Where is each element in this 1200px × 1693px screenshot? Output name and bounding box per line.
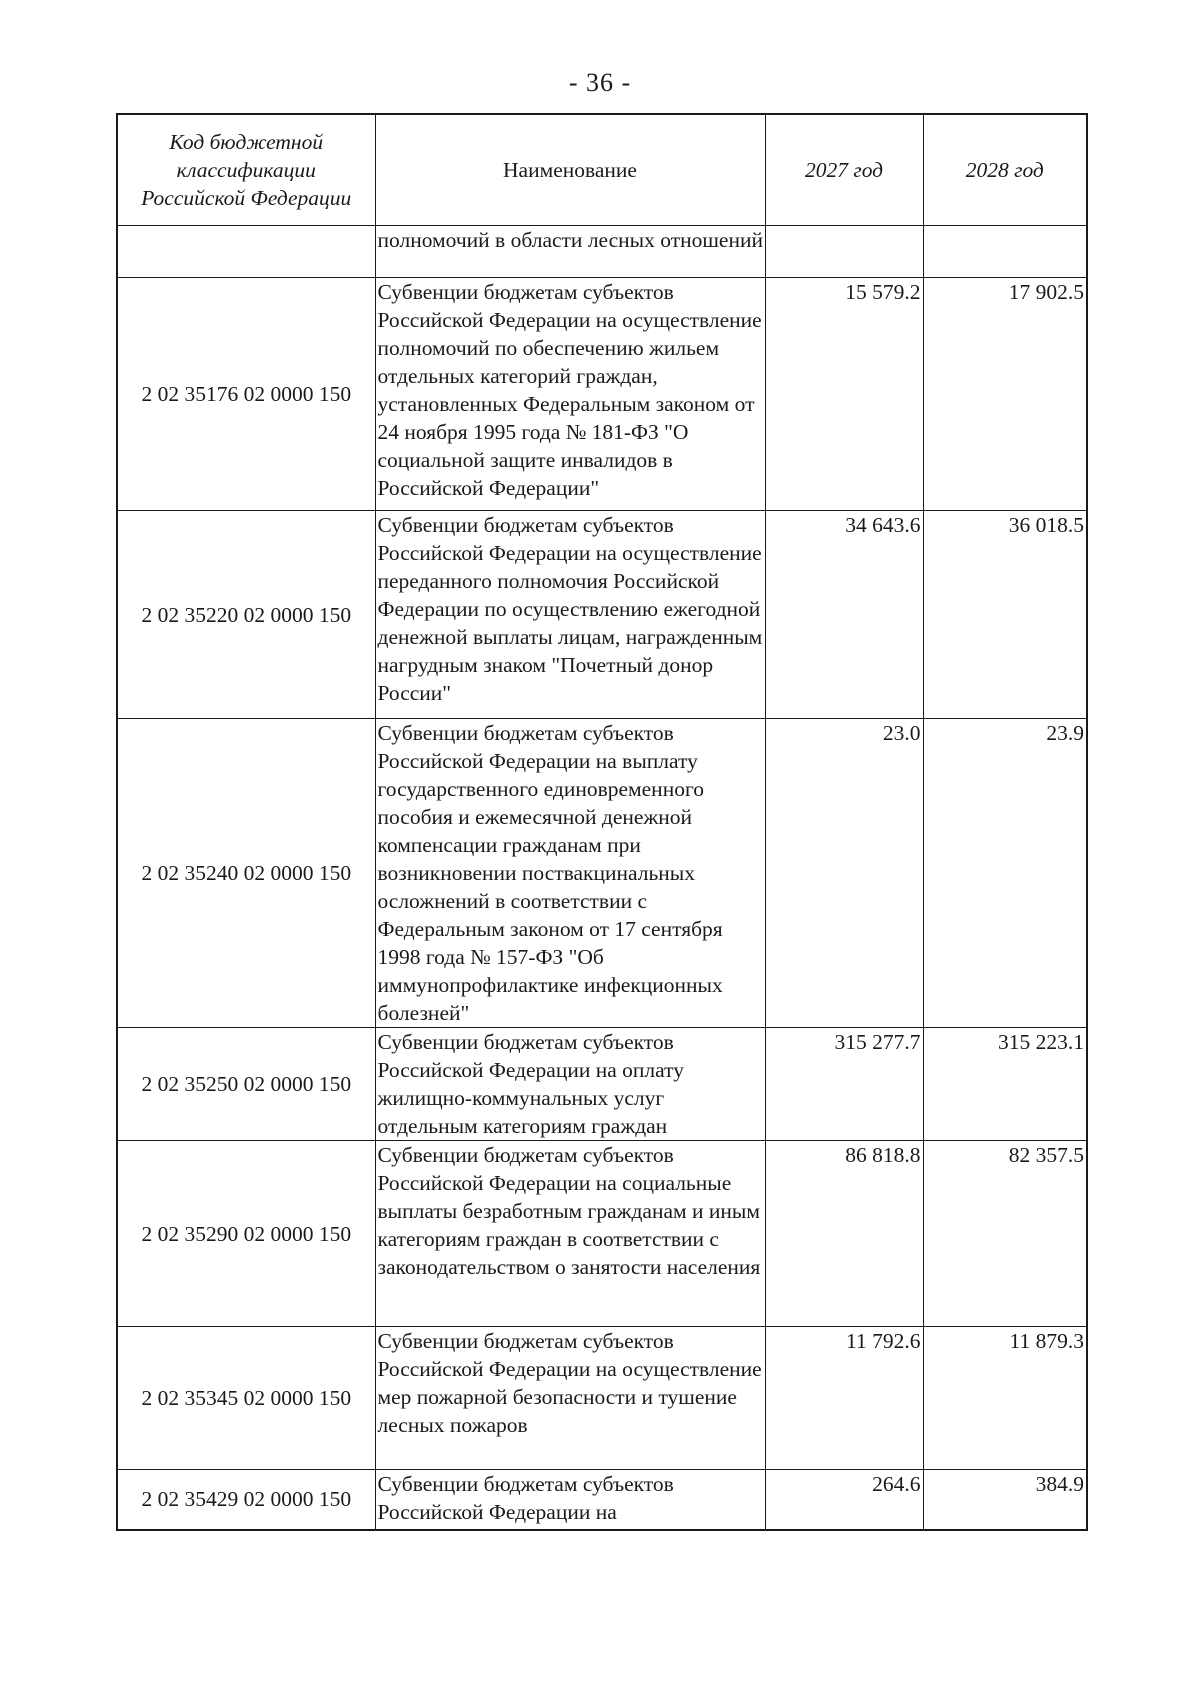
row-name: Субвенции бюджетам субъектов Российской Федерации на оплату жилищно-коммунальных услуг отдельным категориям граждан [375, 1028, 765, 1141]
row-value-2028: 315 223.1 [923, 1028, 1087, 1141]
row-value-2027: 15 579.2 [765, 278, 923, 511]
row-code: 2 02 35345 02 0000 150 [117, 1327, 375, 1470]
table-header-row [117, 114, 1087, 226]
row-name: Субвенции бюджетам субъектов Российской Федерации на социальные выплаты безработным гражданам и иным категориям граждан в соответствии с законодательством о занятости населения [375, 1141, 765, 1327]
row-name: Субвенции бюджетам субъектов Российской Федерации на [375, 1470, 765, 1530]
row-value-2027: 34 643.6 [765, 511, 923, 719]
table-row [117, 226, 1087, 278]
row-name: Субвенции бюджетам субъектов Российской Федерации на выплату государственного единовременного пособия и ежемесячной денежной компенсации гражданам при возникновении поствакцинальных осложнений в соответствии с Федеральным законом от 17 сентября 1998 года № 157-ФЗ "Об иммунопрофилактике инфекционных болезней" [375, 719, 765, 1028]
table-row [117, 1141, 1087, 1327]
row-value-2028: 17 902.5 [923, 278, 1087, 511]
row-name: полномочий в области лесных отношений [375, 226, 765, 278]
row-value-2027: 86 818.8 [765, 1141, 923, 1327]
row-value-2028 [923, 226, 1087, 278]
header-year-2028: 2028 год [923, 114, 1087, 226]
row-value-2027: 264.6 [765, 1470, 923, 1530]
header-code: Код бюджетной классификации Российской Федерации [117, 114, 375, 226]
table-row [117, 278, 1087, 511]
page-number: - 36 - [568, 68, 632, 97]
row-value-2028: 384.9 [923, 1470, 1087, 1530]
header-year-2027: 2027 год [765, 114, 923, 226]
budget-table [116, 113, 1088, 1531]
row-name: Субвенции бюджетам субъектов Российской Федерации на осуществление полномочий по обеспечению жильем отдельных категорий граждан, установленных Федеральным законом от 24 ноября 1995 года № 181-ФЗ "О социальной защите инвалидов в Российской Федерации" [375, 278, 765, 511]
row-value-2028: 23.9 [923, 719, 1087, 1028]
header-name: Наименование [375, 114, 765, 226]
row-code: 2 02 35429 02 0000 150 [117, 1470, 375, 1530]
table-row [117, 511, 1087, 719]
row-name: Субвенции бюджетам субъектов Российской Федерации на осуществление переданного полномочия Российской Федерации по осуществлению ежегодной денежной выплаты лицам, награжденным нагрудным знаком "Почетный донор России" [375, 511, 765, 719]
table-row [117, 1327, 1087, 1470]
table-row [117, 719, 1087, 1028]
row-value-2027: 23.0 [765, 719, 923, 1028]
row-code [117, 226, 375, 278]
row-value-2028: 36 018.5 [923, 511, 1087, 719]
table-row [117, 1028, 1087, 1141]
row-code: 2 02 35176 02 0000 150 [117, 278, 375, 511]
table-row [117, 1470, 1087, 1530]
row-value-2028: 11 879.3 [923, 1327, 1087, 1470]
row-value-2027: 315 277.7 [765, 1028, 923, 1141]
row-value-2027: 11 792.6 [765, 1327, 923, 1470]
row-code: 2 02 35240 02 0000 150 [117, 719, 375, 1028]
row-value-2028: 82 357.5 [923, 1141, 1087, 1327]
row-code: 2 02 35220 02 0000 150 [117, 511, 375, 719]
row-value-2027 [765, 226, 923, 278]
row-code: 2 02 35290 02 0000 150 [117, 1141, 375, 1327]
row-name: Субвенции бюджетам субъектов Российской Федерации на осуществление мер пожарной безопасности и тушение лесных пожаров [375, 1327, 765, 1470]
row-code: 2 02 35250 02 0000 150 [117, 1028, 375, 1141]
